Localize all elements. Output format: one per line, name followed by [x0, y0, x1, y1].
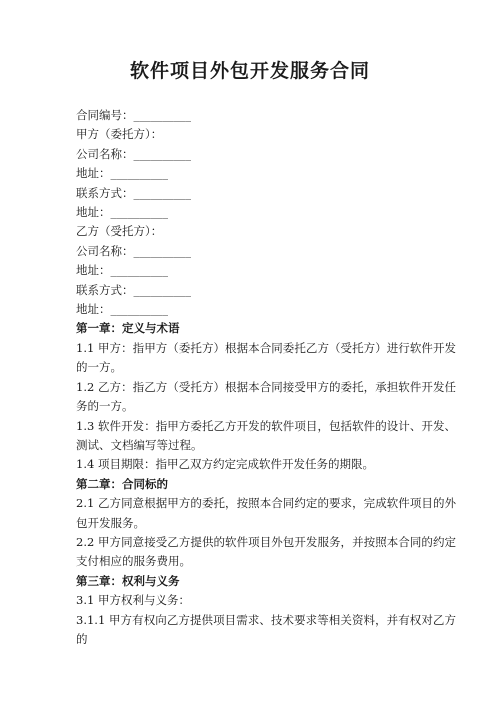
- party-b-address-field: 地址：__________: [76, 263, 168, 278]
- party-a-contact-field: 联系方式：__________: [76, 185, 191, 200]
- chapter-2-heading: 第二章：合同标的: [76, 476, 168, 491]
- clause-3-1: 3.1 甲方权利与义务：: [76, 593, 190, 608]
- party-a-label: 甲方（委托方）：: [76, 127, 163, 142]
- party-b-contact-field: 联系方式：__________: [76, 282, 191, 297]
- clause-2-1: 2.1 乙方同意根据甲方的委托，按照本合同约定的要求，完成软件项目的外包开发服务。: [76, 496, 456, 530]
- clause-1-4: 1.4 项目期限：指甲乙双方约定完成软件开发任务的期限。: [76, 457, 374, 472]
- clause-2-2: 2.2 甲方同意接受乙方提供的软件项目外包开发服务，并按照本合同的约定支付相应的服务费用。: [76, 534, 456, 569]
- contract-title: 软件项目外包开发服务合同: [129, 60, 370, 82]
- clause-1-3: 1.3 软件开发：指甲方委托乙方开发的软件项目，包括软件的设计、开发、测试、文档编写等过程。: [76, 418, 456, 452]
- party-a-address-field-2: 地址：__________: [76, 205, 168, 220]
- contract-number-field: 合同编号：__________: [76, 108, 191, 122]
- chapter-3-heading: 第三章：权利与义务: [76, 573, 180, 588]
- party-b-company-field: 公司名称：__________: [76, 243, 191, 258]
- clause-1-2: 1.2 乙方：指乙方（受托方）根据本合同接受甲方的委托，承担软件开发任务的一方。: [76, 379, 456, 414]
- party-a-address-field: 地址：__________: [76, 166, 168, 181]
- clause-3-1-1: 3.1.1 甲方有权向乙方提供项目需求、技术要求等相关资料，并有权对乙方的: [76, 612, 456, 646]
- party-a-company-field: 公司名称：__________: [76, 146, 191, 161]
- party-b-address-field-2: 地址：__________: [76, 302, 168, 317]
- party-b-label: 乙方（受托方）：: [76, 224, 163, 239]
- clause-1-1: 1.1 甲方：指甲方（委托方）根据本合同委托乙方（受托方）进行软件开发的一方。: [76, 340, 456, 375]
- chapter-1-heading: 第一章：定义与术语: [76, 321, 180, 336]
